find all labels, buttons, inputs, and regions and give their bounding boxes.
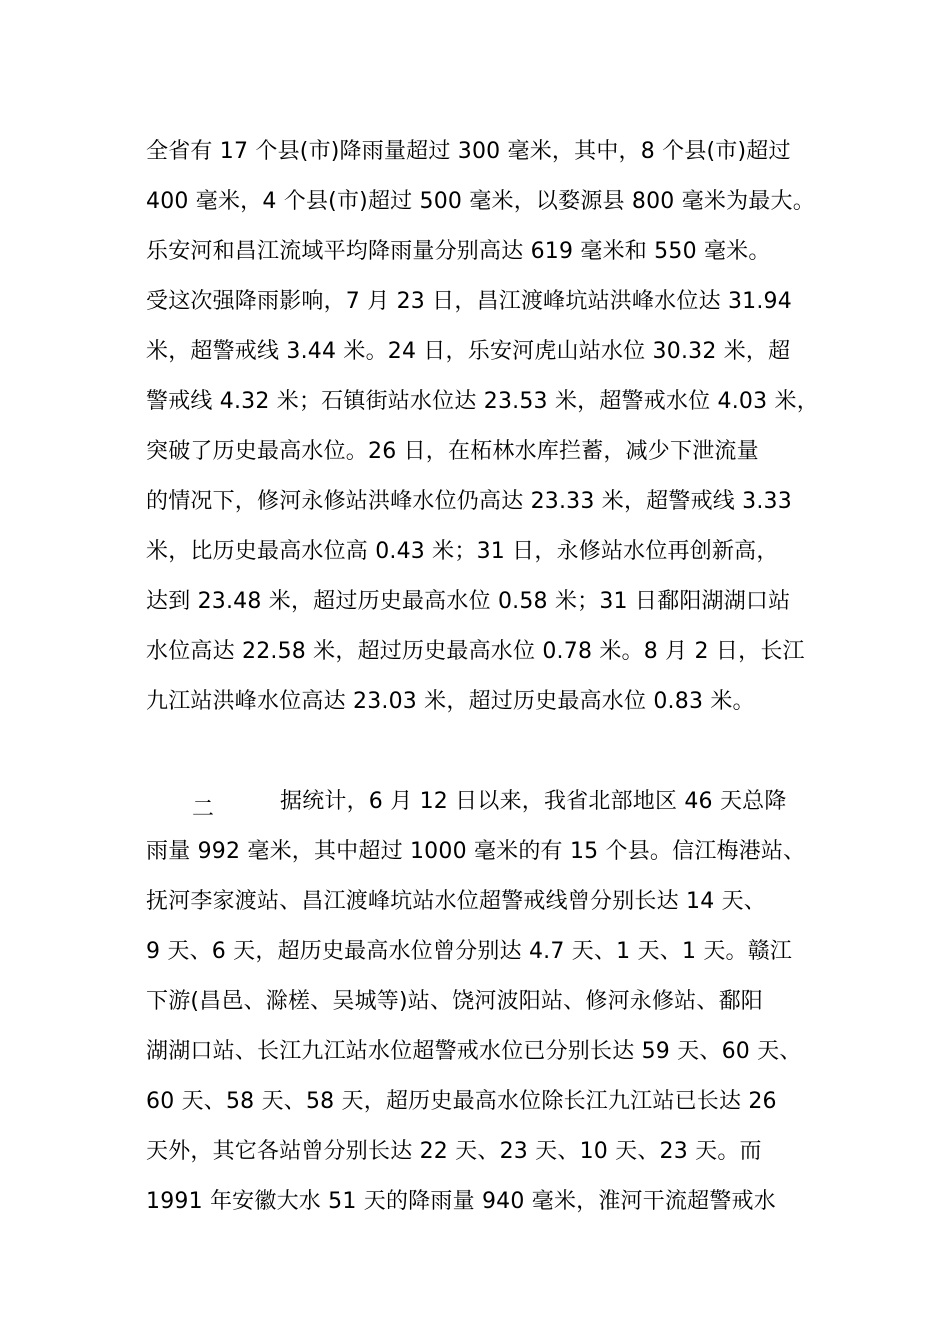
paragraph-1-line-11: 水位高达 22.58 米，超过历史最高水位 0.78 米。8 月 2 日，长江 [146,639,805,664]
paragraph-1-line-8: 的情况下，修河永修站洪峰水位仍高达 23.33 米，超警戒线 3.33 [146,489,792,514]
paragraph-2-line-4: 9 天、6 天，超历史最高水位曾分别达 4.7 天、1 天、1 天。赣江 [146,939,793,964]
paragraph-2-line-6: 湖湖口站、长江九江站水位超警戒水位已分别长达 59 天、60 天、 [146,1039,802,1064]
paragraph-2-line-8: 天外，其它各站曾分别长达 22 天、23 天、10 天、23 天。而 [146,1139,762,1164]
paragraph-1-line-7: 突破了历史最高水位。26 日，在柘林水库拦蓄，减少下泄流量 [146,439,759,464]
paragraph-1-line-4: 受这次强降雨影响，7 月 23 日，昌江渡峰坑站洪峰水位达 31.94 [146,289,792,314]
paragraph-2-line-7: 60 天、58 天、58 天，超历史最高水位除长江九江站已长达 26 [146,1089,777,1114]
paragraph-1-line-6: 警戒线 4.32 米；石镇街站水位达 23.53 米，超警戒水位 4.03 米， [146,389,819,414]
paragraph-2-line-9: 1991 年安徽大水 51 天的降雨量 940 毫米，淮河干流超警戒水 [146,1189,776,1214]
paragraph-1-line-2: 400 毫米，4 个县(市)超过 500 毫米，以婺源县 800 毫米为最大。 [146,189,815,214]
paragraph-1-line-12: 九江站洪峰水位高达 23.03 米，超过历史最高水位 0.83 米。 [146,689,755,714]
paragraph-1-line-9: 米，比历史最高水位高 0.43 米；31 日，永修站水位再创新高， [146,539,779,564]
paragraph-2-line-1: 据统计，6 月 12 日以来，我省北部地区 46 天总降 [280,789,787,814]
paragraph-2-line-3: 抚河李家渡站、昌江渡峰坑站水位超警戒线曾分别长达 14 天、 [146,889,766,914]
paragraph-1-line-5: 米，超警戒线 3.44 米。24 日，乐安河虎山站水位 30.32 米，超 [146,339,791,364]
paragraph-2-line-5: 下游(昌邑、滁槎、吴城等)站、饶河波阳站、修河永修站、鄱阳 [146,989,763,1014]
paragraph-2-line-2: 雨量 992 毫米，其中超过 1000 毫米的有 15 个县。信江梅港站、 [146,839,806,864]
paragraph-1-line-3: 乐安河和昌江流域平均降雨量分别高达 619 毫米和 550 毫米。 [146,239,771,264]
paragraph-1-line-1: 全省有 17 个县(市)降雨量超过 300 毫米，其中，8 个县(市)超过 [146,139,791,164]
paragraph-2-number-marker: 二 [192,797,215,822]
paragraph-1-line-10: 达到 23.48 米，超过历史最高水位 0.58 米；31 日鄱阳湖湖口站 [146,589,791,614]
